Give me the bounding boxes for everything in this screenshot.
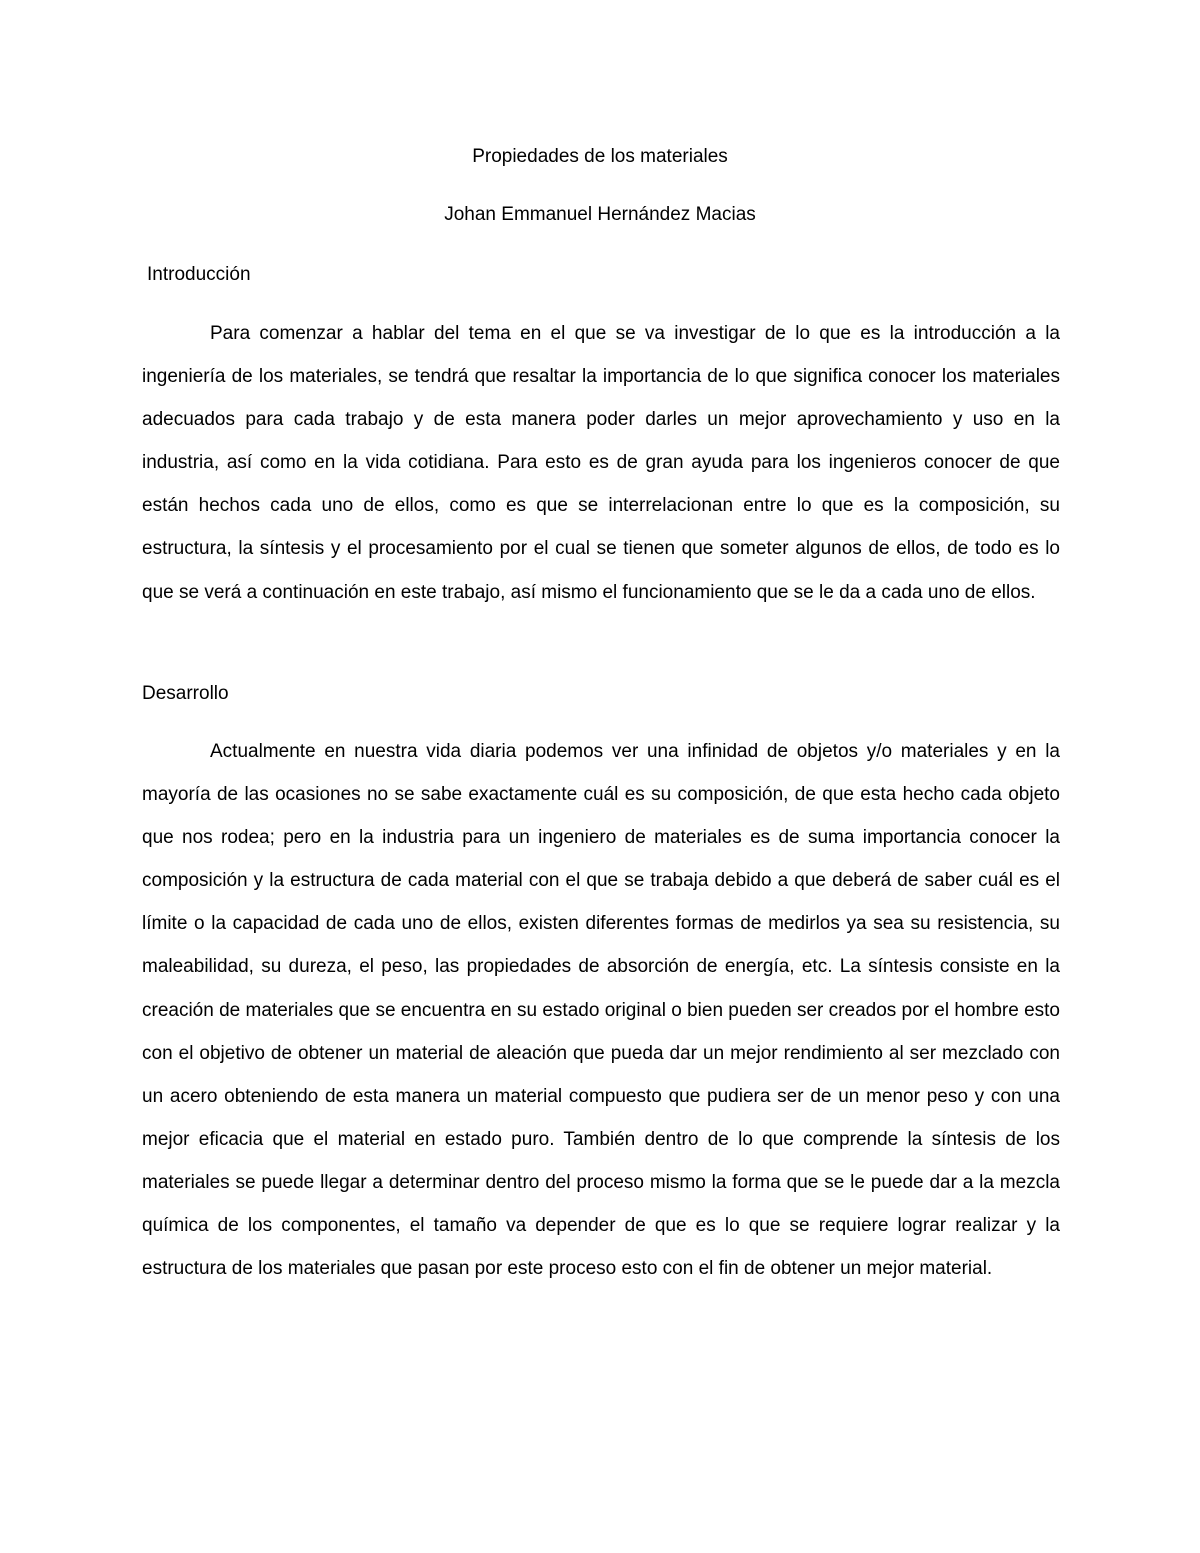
document-author: Johan Emmanuel Hernández Macias (444, 204, 756, 225)
section-paragraph-desarrollo: Actualmente en nuestra vida diaria podemos ver una infinidad de objetos y/o materiales y en la mayoría de las ocasiones no se sabe exactamente cuál es su composición, de que esta hecho cada objeto que nos rodea; pero en la industria para un ingeniero de materiales es de suma importancia conocer la composición y la estructura de cada material con el que se trabaja debido a que deberá de saber cuál es el límite o la capacidad de cada uno de ellos, existen diferentes formas de medirlos ya sea su resistencia, su maleabilidad, su dureza, el peso, las propiedades de absorción de energía, etc. La síntesis consiste en la creación de materiales que se encuentra en su estado original o bien pueden ser creados por el hombre esto con el objetivo de obtener un material de aleación que pueda dar un mejor rendimiento al ser mezclado con un acero obteniendo de esta manera un material compuesto que pudiera ser de un menor peso y con una mejor eficacia que el material en estado puro. También dentro de lo que comprende la síntesis de los materiales se puede llegar a determinar dentro del proceso mismo la forma que se le puede dar a la mezcla química de los componentes, el tamaño va depender de que es lo que se requiere lograr realizar y la estructura de los materiales que pasan por este proceso esto con el fin de obtener un mejor material. (142, 741, 1060, 1280)
document-title: Propiedades de los materiales (472, 146, 728, 167)
section-heading-introduccion: Introducción (147, 264, 251, 285)
section-heading-desarrollo: Desarrollo (142, 683, 229, 704)
section-paragraph-introduccion: Para comenzar a hablar del tema en el que se va investigar de lo que es la introducción a la ingeniería de los materiales, se tendrá que resaltar la importancia de lo que significa conocer los materiales adecuados para cada trabajo y de esta manera poder darles un mejor aprovechamiento y uso en la industria, así como en la vida cotidiana. Para esto es de gran ayuda para los ingenieros conocer de que están hechos cada uno de ellos, como es que se interrelacionan entre lo que es la composición, su estructura, la síntesis y el procesamiento por el cual se tienen que someter algunos de ellos, de todo es lo que se verá a continuación en este trabajo, así mismo el funcionamiento que se le da a cada uno de ellos. (142, 323, 1060, 603)
